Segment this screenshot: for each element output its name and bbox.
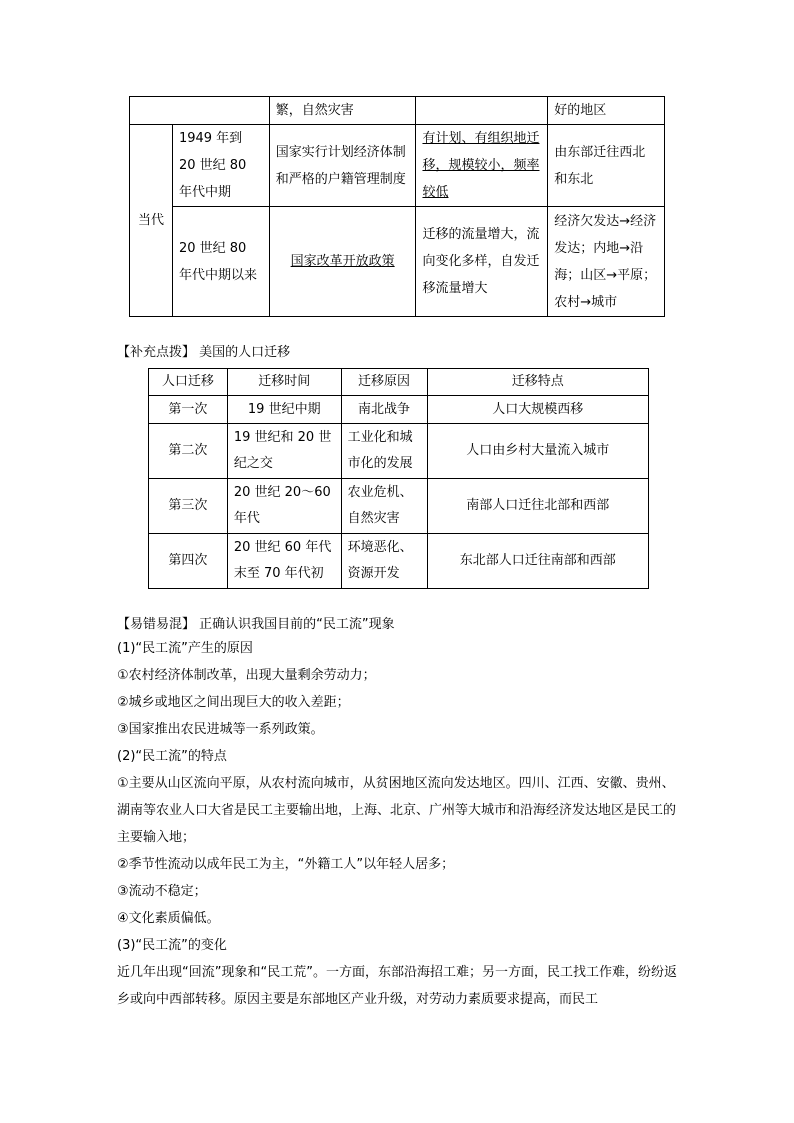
table-cell: 国家实行计划经济体制和严格的户籍管理制度 [269,125,416,207]
migration-periods-table [129,96,665,317]
table-header-row [149,369,649,396]
table-cell: 20 世纪 80 年代中期以来 [172,207,269,317]
supplement-heading: 【补充点拨】 美国的人口迁移 [117,345,291,360]
body-paragraph: 近几年出现“回流”现象和“民工荒”。一方面，东部沿海招工难；另一方面，民工找工作难，纷纷返乡或向中西部转移。原因主要是东部地区产业升级，对劳动力素质要求提高，而民工 [117,965,677,1007]
table-cell: 第二次 [149,424,228,479]
table-row [149,396,649,424]
body-paragraph: ①主要从山区流向平原，从农村流向城市，从贫困地区流向发达地区。四川、江西、安徽、贵州、湖南等农业人口大省是民工主要输出地，上海、北京、广州等大城市和沿海经济发达地区是民工的主要输入地； [117,776,677,845]
body-line: ②城乡或地区之间出现巨大的收入差距； [117,695,350,710]
underlined-text: 有计划、有组织地迁移，规模较小，频率较低 [422,131,540,200]
body-line: (1)“民工流”产生的原因 [117,641,253,656]
table-cell: 南部人口迁往北部和西部 [427,479,649,534]
body-line: (2)“民工流”的特点 [117,749,227,764]
table-row [130,125,665,207]
table-cell [269,207,416,317]
body-line: ②季节性流动以成年民工为主，“外籍工人”以年轻人居多； [117,857,455,872]
table-cell: 19 世纪中期 [227,396,341,424]
table-cell: 19 世纪和 20 世纪之交 [227,424,341,479]
table-cell: 人口大规模西移 [427,396,649,424]
column-header: 迁移时间 [227,369,341,396]
table-row [149,534,649,589]
table-cell: 人口由乡村大量流入城市 [427,424,649,479]
body-line: ④文化素质偏低。 [117,911,220,926]
table-cell: 繁，自然灾害 [269,97,416,125]
body-line: ③国家推出农民进城等一系列政策。 [117,722,324,737]
table-cell: 农业危机、自然灾害 [341,479,427,534]
table-row [130,207,665,317]
body-line: ①农村经济体制改革，出现大量剩余劳动力； [117,668,376,683]
us-migration-table [148,368,649,589]
table-cell: 第四次 [149,534,228,589]
table-cell: 东北部人口迁往南部和西部 [427,534,649,589]
table-row [149,424,649,479]
table-cell [416,125,548,207]
table-cell [416,97,548,125]
table-cell: 20 世纪 60 年代末至 70 年代初 [227,534,341,589]
table-cell: 由东部迁往西北和东北 [548,125,665,207]
table-cell: 第三次 [149,479,228,534]
body-line: (3)“民工流”的变化 [117,938,227,953]
group-label: 当代 [130,125,173,317]
table-cell: 1949 年到 20 世纪 80 年代中期 [172,125,269,207]
underlined-text: 国家改革开放政策 [290,254,395,269]
confusion-heading: 【易错易混】 正确认识我国目前的“民工流”现象 [117,617,395,632]
table-cell: 20 世纪 20～60 年代 [227,479,341,534]
table-cell: 迁移的流量增大，流向变化多样，自发迁移流量增大 [416,207,548,317]
table-cell: 南北战争 [341,396,427,424]
column-header: 迁移原因 [341,369,427,396]
table-cell: 工业化和城市化的发展 [341,424,427,479]
table-row [149,479,649,534]
table-row [130,97,665,125]
table-cell: 好的地区 [548,97,665,125]
table-cell: 经济欠发达→经济发达；内地→沿海；山区→平原；农村→城市 [548,207,665,317]
column-header: 人口迁移 [149,369,228,396]
table-cell [130,97,270,125]
body-line: ③流动不稳定； [117,884,207,899]
table-cell: 环境恶化、资源开发 [341,534,427,589]
table-cell: 第一次 [149,396,228,424]
column-header: 迁移特点 [427,369,649,396]
